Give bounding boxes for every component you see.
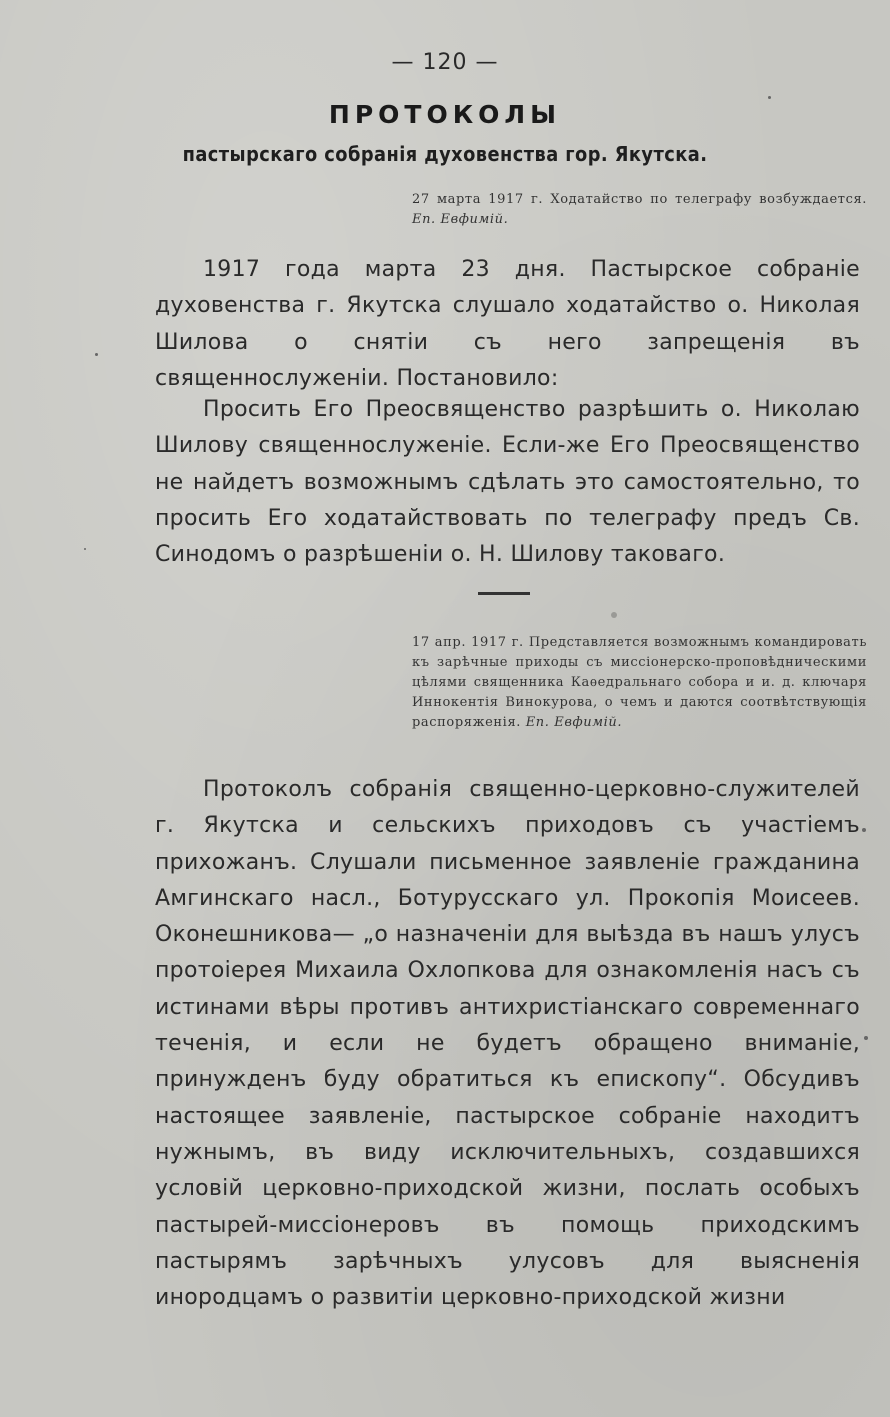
resolution-note-2 — [412, 633, 867, 733]
scan-speck — [611, 612, 617, 618]
scan-speck — [768, 96, 771, 99]
page-number: — 120 — — [391, 50, 499, 75]
page-subtitle: пастырскаго собранія духовенства гор. Якутска. — [182, 142, 708, 166]
protocol-2-paragraph-text: Протоколъ собранія священно-церковно-служителей г. Якутска и сельскихъ приходовъ съ участіемъ прихожанъ. Слушали письменное заявленіе гражданина Амгинскаго насл., Ботурусскаго ул. Прокопія Моисеев. Оконешникова— „о назначеніи для выѣзда въ нашъ улусъ протоіерея Михаила Охлопкова для ознакомленія насъ съ истинами вѣры противъ антихристіанскаго современнаго теченія, и если не будетъ обращено вниманіе, принужденъ буду обратиться къ епископу“. Обсудивъ настоящее заявленіе, пастырское собраніе находитъ нужнымъ, въ виду исключительныхъ, создавшихся условій церковно-приходской жизни, послать особыхъ пастырей-миссіонеровъ въ помощь приходскимъ пастырямъ зарѣчныхъ улусовъ для выясненія инородцамъ о развитіи церковно-приходской жизни — [155, 777, 860, 1311]
page-title: ПРОТОКОЛЫ — [328, 100, 562, 129]
resolution-note-2-text: 17 апр. 1917 г. Представляется возможнымъ командировать къ зарѣчные приходы съ миссіонерско-проповѣдническими цѣлями священника Каѳедральнаго собора и и. д. ключаря Иннокентія Винокурова, о чемъ и даются соотвѣтствующія распоряженія. — [412, 635, 867, 730]
scan-speck — [84, 548, 86, 550]
resolution-note-1-text: 27 марта 1917 г. Ходатайство по телеграфу возбуждается. — [412, 192, 867, 207]
protocol-2-paragraph — [155, 772, 860, 1316]
protocol-1-paragraph-2 — [155, 392, 860, 573]
resolution-note-2-signature: Еп. Евфимій. — [525, 715, 623, 730]
resolution-note-1 — [412, 190, 867, 230]
scan-speck — [95, 353, 98, 356]
protocol-1-paragraph-1 — [155, 252, 860, 397]
section-divider — [478, 592, 530, 595]
scan-speck — [862, 828, 866, 832]
protocol-1-paragraph-1-text: 1917 года марта 23 дня. Пастырское собраніе духовенства г. Якутска слушало ходатайство о. Николая Шилова о снятіи съ него запрещенія въ священнослуженіи. Постановило: — [155, 257, 860, 391]
resolution-note-1-signature: Еп. Евфимій. — [412, 212, 509, 227]
protocol-1-paragraph-2-text: Просить Его Преосвященство разрѣшить о. Николаю Шилову священнослуженіе. Если-же Его Преосвященство не найдетъ возможнымъ сдѣлать это самостоятельно, то просить Его ходатайствовать по телеграфу предъ Св. Синодомъ о разрѣшеніи о. Н. Шилову таковаго. — [155, 397, 860, 568]
scan-speck — [864, 1036, 868, 1040]
